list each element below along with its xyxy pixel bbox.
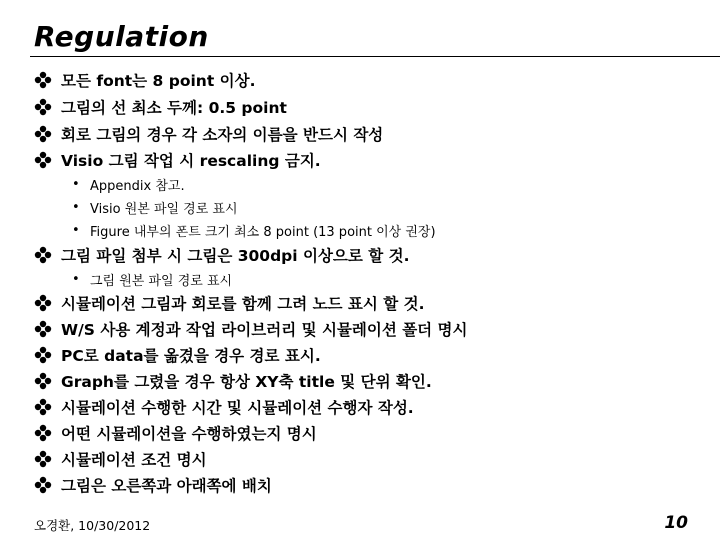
sub-bullet-dot: • [72, 199, 80, 215]
bullet-item [34, 343, 321, 367]
diamond-bullet-icon [34, 476, 52, 494]
bullet-text: 시뮬레이션 그림과 회로를 함께 그려 노드 표시 할 것. [61, 295, 425, 313]
diamond-bullet-icon [34, 346, 52, 364]
bullet-item [34, 421, 317, 445]
bullet-item [34, 369, 432, 393]
sub-bullet-item [72, 269, 232, 289]
sub-bullet-item [72, 220, 436, 240]
diamond-bullet-icon [34, 246, 52, 264]
sub-bullet-text: Figure 내부의 폰트 크기 최소 8 point (13 point 이상 권장) [90, 224, 436, 240]
bullet-item [34, 473, 272, 497]
bullet-text: 그림의 선 최소 두께: 0.5 point [61, 99, 287, 117]
diamond-bullet-icon [34, 125, 52, 143]
bullet-text: W/S 사용 계정과 작업 라이브러리 및 시뮬레이션 폴더 명시 [61, 321, 468, 339]
diamond-bullet-icon [34, 320, 52, 338]
bullet-text: 어떤 시뮬레이션을 수행하였는지 명시 [61, 425, 317, 443]
bullet-item [34, 122, 383, 146]
diamond-bullet-icon [34, 71, 52, 89]
bullet-text: 회로 그림의 경우 각 소자의 이름을 반드시 작성 [61, 126, 384, 144]
bullet-text: Visio 그림 작업 시 rescaling 금지. [61, 152, 321, 170]
bullet-item [34, 291, 425, 315]
diamond-bullet-icon [34, 151, 52, 169]
bullet-text: 시뮬레이션 수행한 시간 및 시뮬레이션 수행자 작성. [61, 399, 414, 417]
bullet-text: 시뮬레이션 조건 명시 [61, 451, 207, 469]
footer-author-date: 오경환, 10/30/2012 [34, 518, 151, 533]
diamond-bullet-icon [34, 372, 52, 390]
diamond-bullet-icon [34, 424, 52, 442]
bullet-item [34, 317, 468, 341]
bullet-item [34, 148, 321, 172]
sub-bullet-dot: • [72, 176, 80, 192]
bullet-text: PC로 data를 옮겼을 경우 경로 표시. [61, 347, 321, 365]
bullet-item [34, 95, 287, 119]
bullet-text: 모든 font는 8 point 이상. [61, 72, 256, 90]
sub-bullet-text: 그림 원본 파일 경로 표시 [90, 273, 233, 289]
bullet-item [34, 68, 255, 92]
bullet-text: 그림은 오른쪽과 아래쪽에 배치 [61, 477, 272, 495]
diamond-bullet-icon [34, 450, 52, 468]
bullet-text: 그림 파일 첨부 시 그림은 300dpi 이상으로 할 것. [61, 247, 410, 265]
bullet-item [34, 447, 207, 471]
slide-title: Regulation [34, 20, 209, 53]
sub-bullet-dot: • [72, 222, 80, 238]
diamond-bullet-icon [34, 398, 52, 416]
sub-bullet-text: Visio 원본 파일 경로 표시 [90, 201, 238, 217]
bullet-text: Graph를 그렸을 경우 항상 XY축 title 및 단위 확인. [61, 373, 432, 391]
bullet-item [34, 395, 414, 419]
diamond-bullet-icon [34, 98, 52, 116]
sub-bullet-item [72, 174, 185, 194]
sub-bullet-text: Appendix 참고. [90, 178, 185, 194]
page-number: 10 [664, 513, 688, 533]
diamond-bullet-icon [34, 294, 52, 312]
sub-bullet-item [72, 197, 238, 217]
sub-bullet-dot: • [72, 271, 80, 287]
bullet-item [34, 243, 410, 267]
